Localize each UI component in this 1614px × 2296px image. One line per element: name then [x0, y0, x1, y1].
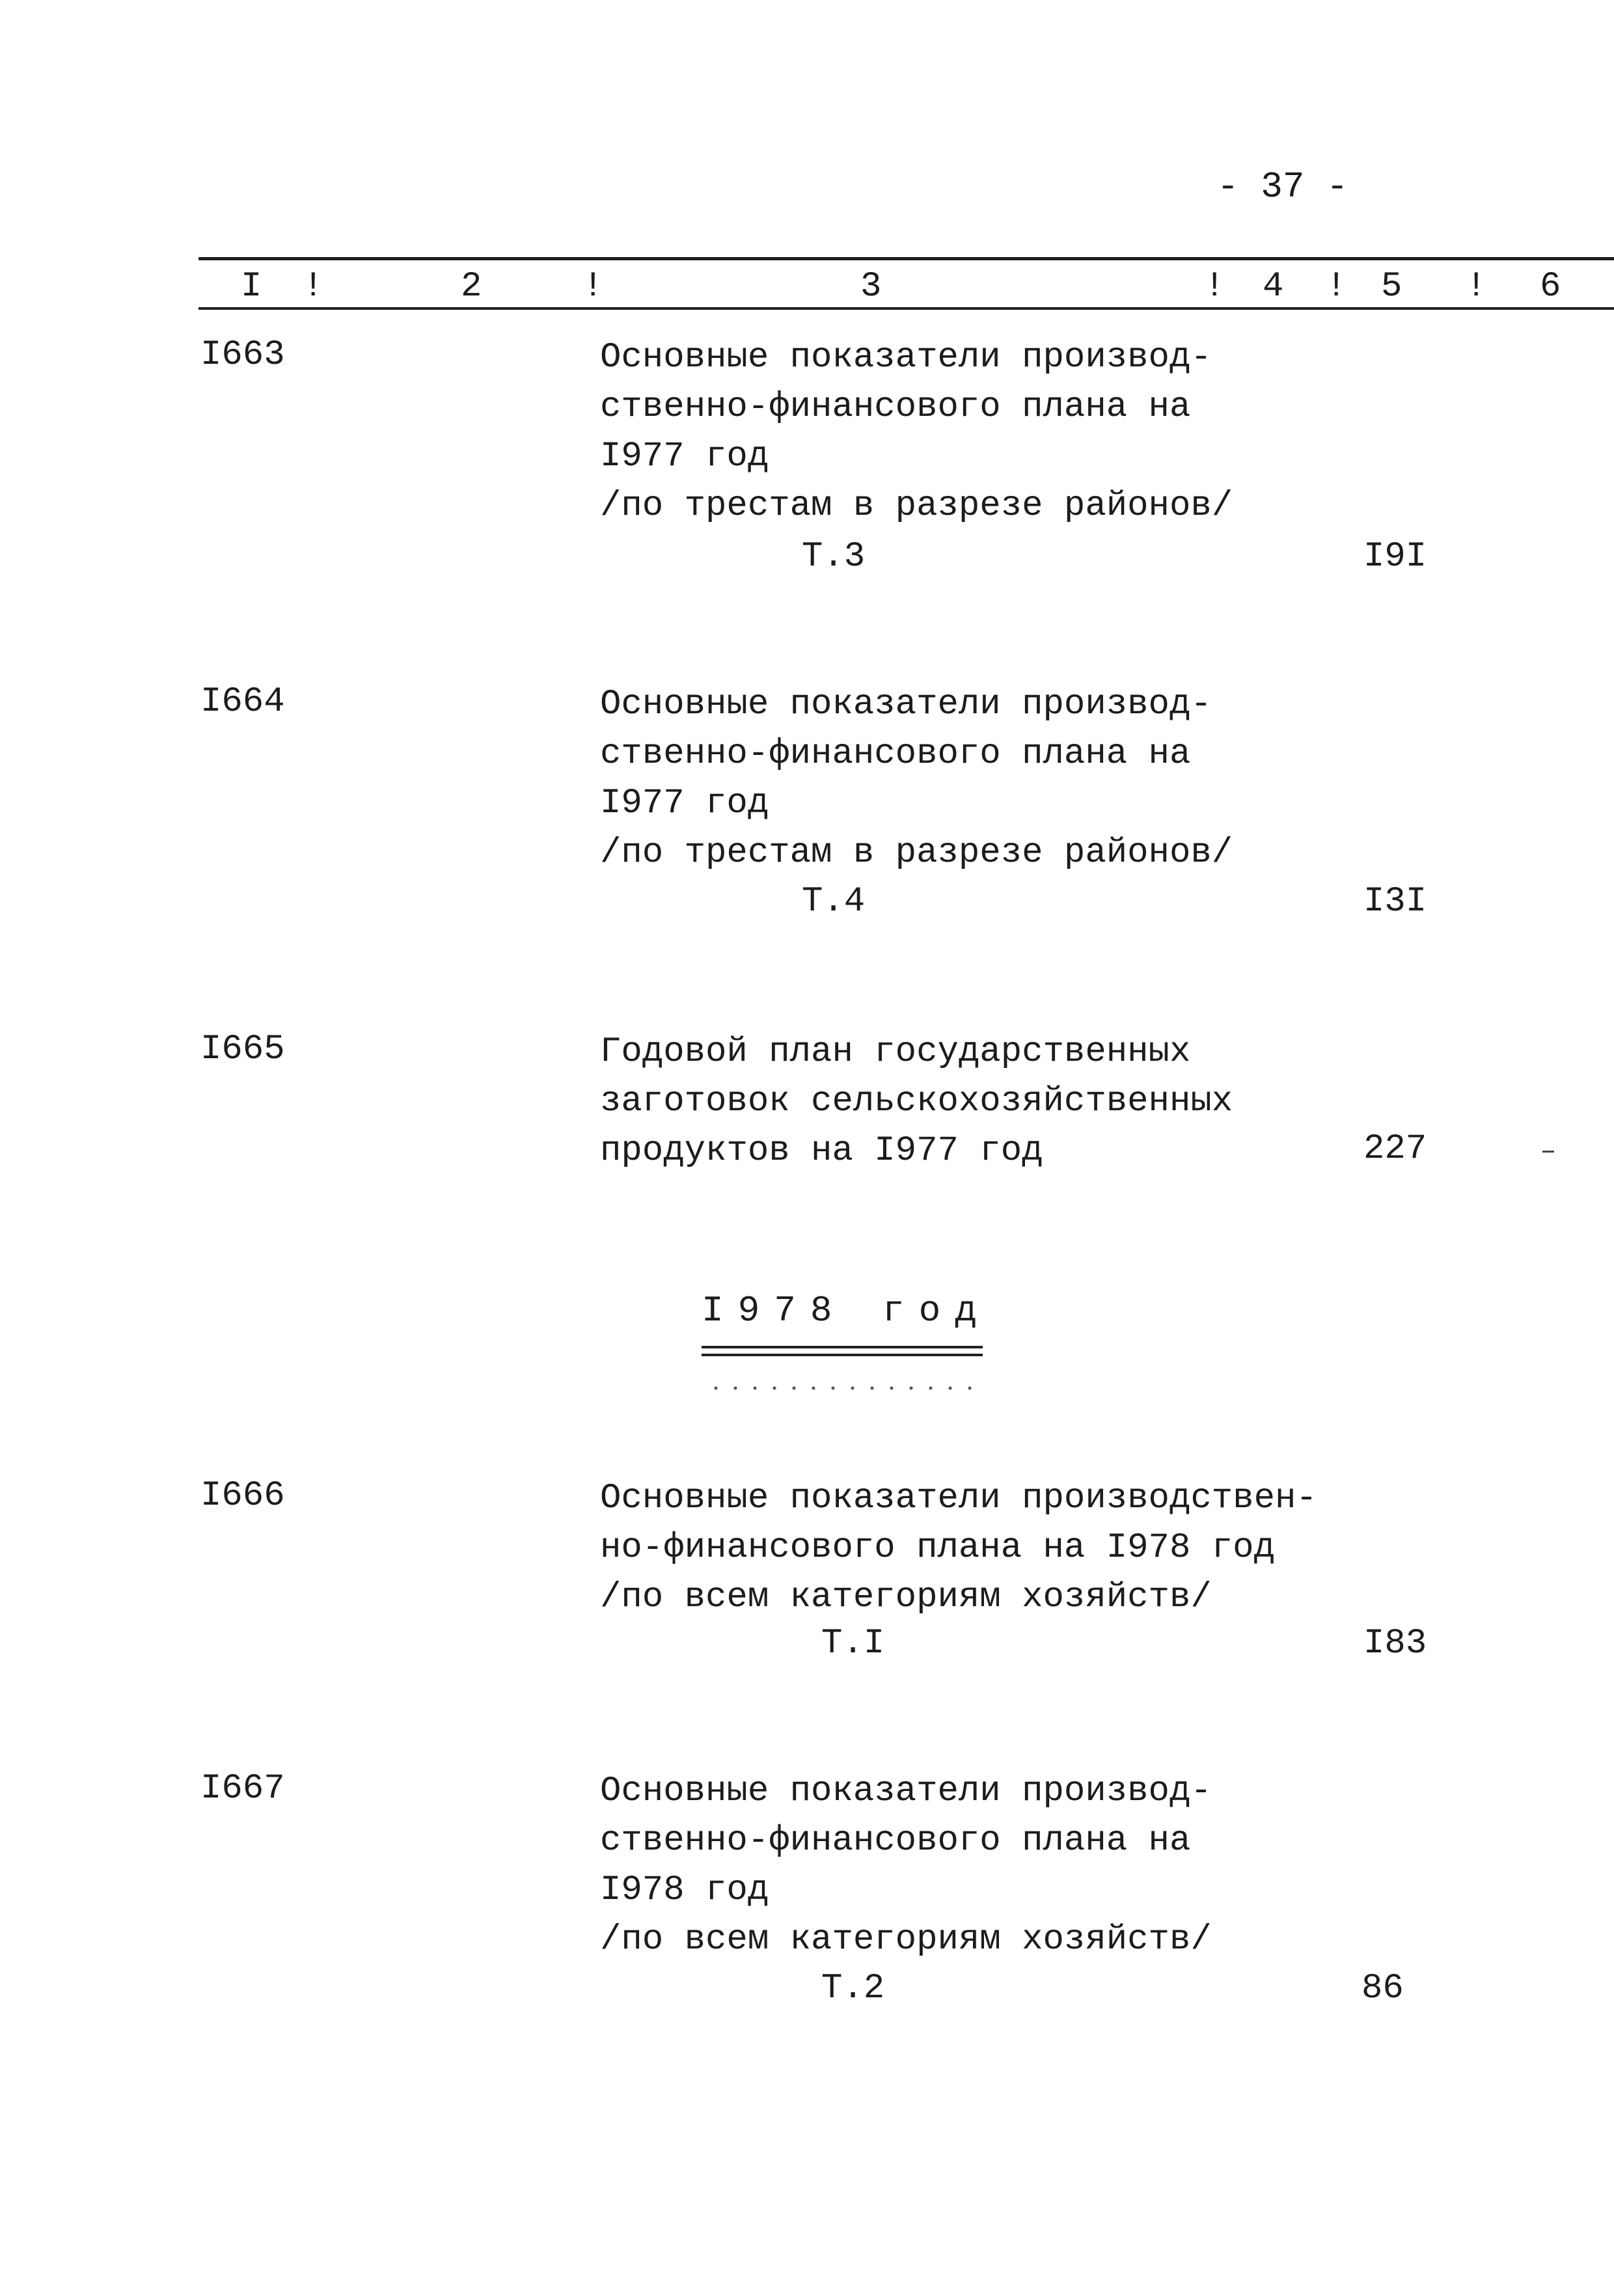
entry-title-line: I977 год	[600, 437, 769, 476]
entry-title-line: Основные показатели производ-	[600, 1771, 1212, 1811]
entry-number: I665	[200, 1030, 285, 1069]
column-header-2: 2	[461, 267, 482, 307]
heading-underline	[702, 1346, 983, 1348]
entry-pages: 227	[1363, 1129, 1427, 1169]
entry-volume: Т.I	[821, 1624, 885, 1663]
column-header-3: 3	[860, 267, 882, 307]
entry-number: I667	[200, 1769, 285, 1809]
entry-title	[600, 333, 1233, 531]
entry-title-line: I978 год	[600, 1870, 769, 1910]
entry-title-line: /по всем категориям хозяйств/	[600, 1578, 1212, 1617]
entry-title-line: ственно-финансового плана на	[600, 387, 1191, 427]
entry-title-line: Годовой план государственных	[600, 1032, 1191, 1072]
entry-volume: Т.3	[802, 537, 866, 577]
entry-pages: 86	[1361, 1969, 1404, 2008]
column-separator: !	[1466, 267, 1487, 307]
entry-title-line: Основные показатели производ-	[600, 338, 1212, 377]
entry-pages: I9I	[1363, 537, 1427, 577]
entry-title-line: Основные показатели производ-	[600, 685, 1212, 724]
entry-title	[600, 1474, 1317, 1622]
column-header-6: 6	[1540, 267, 1561, 307]
entry-title-line: Основные показатели производствен-	[600, 1479, 1317, 1518]
entry-pages: I83	[1363, 1624, 1427, 1663]
column-separator: !	[303, 267, 324, 307]
entry-title	[600, 1028, 1233, 1176]
heading-underline	[702, 1354, 983, 1356]
entry-number: I666	[200, 1476, 285, 1516]
page-number: - 37 -	[1217, 166, 1348, 208]
column-separator: !	[1204, 267, 1225, 307]
entry-title-line: /по трестам в разрезе районов/	[600, 833, 1233, 873]
entry-title-line: I977 год	[600, 784, 769, 823]
entry-title	[600, 680, 1233, 878]
section-heading: I978 год	[702, 1290, 991, 1332]
entry-pages: I3I	[1363, 882, 1427, 922]
entry-title-line: продуктов на I977 год	[600, 1131, 1043, 1171]
entry-title-line: ственно-финансового плана на	[600, 1821, 1191, 1861]
entry-title-line: заготовок сельскохозяйственных	[600, 1082, 1233, 1121]
entry-title-line: ственно-финансового плана на	[600, 734, 1191, 774]
entry-title-line: /по всем категориям хозяйств/	[600, 1920, 1212, 1960]
table-header-bottom-rule	[198, 307, 1614, 310]
heading-dotted-line	[706, 1386, 979, 1390]
entry-number: I664	[200, 682, 285, 722]
column-separator: !	[1326, 267, 1347, 307]
table-header-top-rule	[198, 257, 1614, 260]
margin-dash-mark	[1542, 1151, 1554, 1153]
entry-title-line: /по трестам в разрезе районов/	[600, 486, 1233, 526]
entry-volume: Т.2	[821, 1969, 885, 2008]
column-header-1: I	[241, 267, 262, 307]
entry-title	[600, 1767, 1212, 1965]
entry-number: I663	[200, 335, 285, 375]
entry-title-line: но-финансового плана на I978 год	[600, 1528, 1275, 1568]
column-header-4: 4	[1263, 267, 1284, 307]
column-separator: !	[582, 267, 604, 307]
column-header-5: 5	[1381, 267, 1402, 307]
entry-volume: Т.4	[802, 882, 866, 922]
